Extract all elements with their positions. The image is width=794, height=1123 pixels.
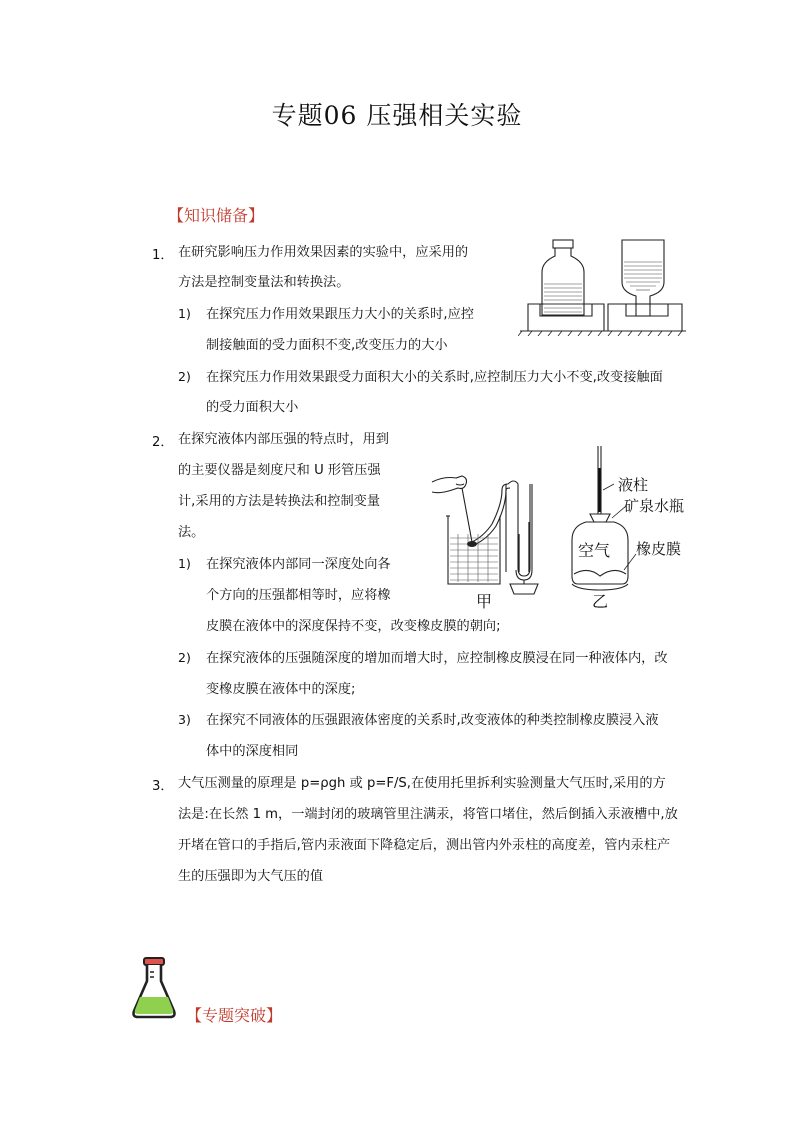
text-line: 方法是控制变量法和转换法。 bbox=[178, 275, 350, 290]
text-line: 在探究液体内部同一深度处向各 bbox=[206, 557, 391, 572]
label-air: 空气 bbox=[578, 541, 611, 560]
sub-number: 3) bbox=[178, 712, 191, 727]
sub-number: 1) bbox=[178, 556, 191, 571]
text-line: 在探究不同液体的压强跟液体密度的关系时,改变液体的种类控制橡皮膜浸入液 bbox=[206, 713, 659, 728]
figure-bottles-on-sponge bbox=[518, 236, 688, 336]
flask-icon bbox=[130, 955, 178, 1023]
text-line: 变橡皮膜在液体中的深度; bbox=[206, 682, 356, 697]
label-yi: 乙 bbox=[592, 592, 609, 611]
text-line: 制接触面的受力面积不变,改变压力的大小 bbox=[206, 338, 448, 353]
text-line: 法。 bbox=[178, 525, 205, 540]
sub-number: 2) bbox=[178, 650, 191, 665]
text-line: 皮膜在液体中的深度保持不变，改变橡皮膜的朝向; bbox=[206, 619, 501, 634]
text-line: 在探究压力作用效果跟压力大小的关系时,应控 bbox=[206, 307, 474, 322]
label-membrane: 橡皮膜 bbox=[636, 540, 682, 558]
text-line: 大气压测量的原理是 p=ρgh 或 p=F/S,在使用托里拆利实验测量大气压时,采用的方 bbox=[178, 776, 666, 791]
text-line: 的受力面积大小 bbox=[206, 400, 299, 415]
text-line: 在探究压力作用效果跟受力面积大小的关系时,应控制压力大小不变,改变接触面 bbox=[206, 370, 663, 385]
sub-number: 2) bbox=[178, 369, 191, 384]
sub-number: 1) bbox=[178, 306, 191, 321]
text-line: 的主要仪器是刻度尺和 U 形管压强 bbox=[178, 463, 381, 478]
text-line: 在探究液体的压强随深度的增加而增大时，应控制橡皮膜浸在同一种液体内，改 bbox=[206, 651, 668, 666]
item-number: 2． bbox=[152, 435, 174, 450]
item-number: 1． bbox=[152, 248, 174, 263]
label-bottle: 矿泉水瓶 bbox=[624, 497, 685, 515]
page-title: 专题06 压强相关实验 bbox=[271, 101, 523, 130]
label-jia: 甲 bbox=[476, 592, 493, 611]
text-line: 在研究影响压力作用效果因素的实验中，应采用的 bbox=[178, 245, 469, 260]
text-line: 计,采用的方法是转换法和控制变量 bbox=[178, 494, 381, 509]
label-liquid-column: 液柱 bbox=[618, 476, 649, 494]
figure-u-tube-and-bottle bbox=[428, 444, 700, 612]
item-number: 3． bbox=[152, 779, 174, 794]
text-line: 个方向的压强都相等时，应将橡 bbox=[206, 588, 391, 603]
section-heading-breakthrough: 【专题突破】 bbox=[186, 1006, 283, 1025]
text-line: 法是:在长然 1 m，一端封闭的玻璃管里注满汞，将管口堵住，然后倒插入汞液槽中,放 bbox=[178, 807, 678, 822]
text-line: 体中的深度相同 bbox=[206, 744, 299, 759]
section-heading-knowledge: 【知识储备】 bbox=[168, 206, 265, 225]
text-line: 开堵在管口的手指后,管内汞液面下降稳定后，测出管内外汞柱的高度差，管内汞柱产 bbox=[178, 838, 671, 853]
text-line: 生的压强即为大气压的值 bbox=[178, 869, 324, 884]
text-line: 在探究液体内部压强的特点时，用到 bbox=[178, 432, 389, 447]
